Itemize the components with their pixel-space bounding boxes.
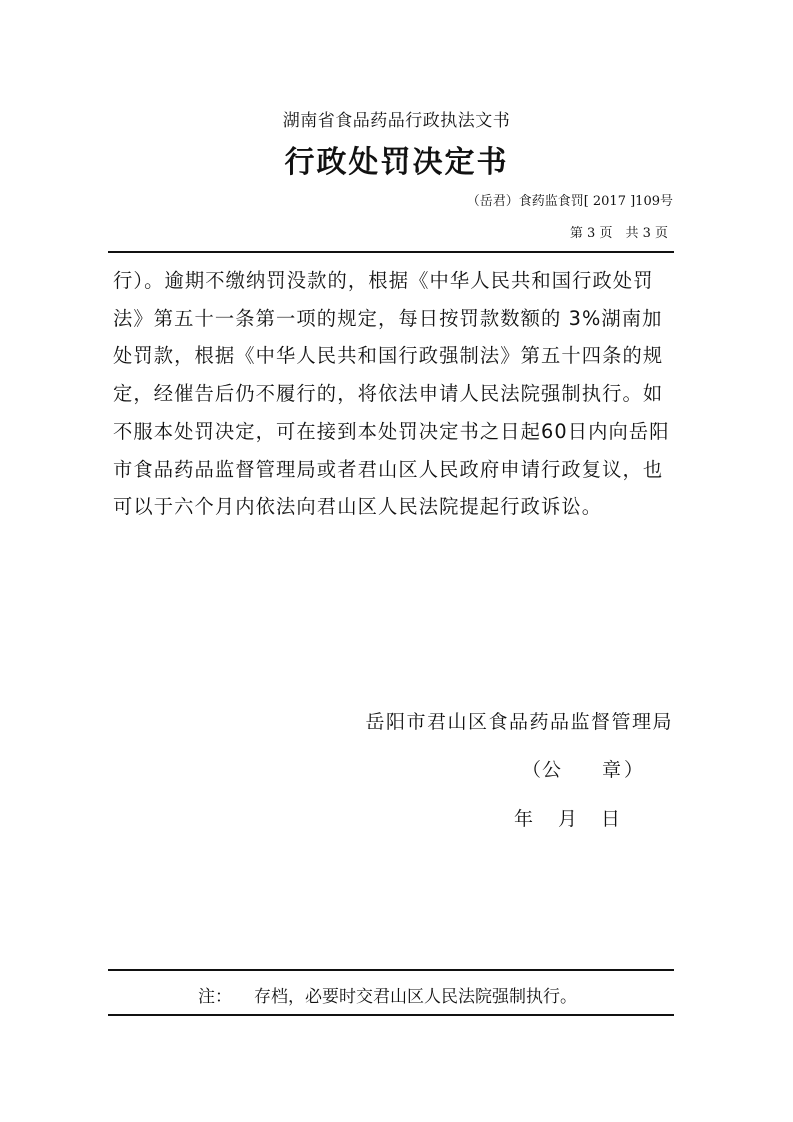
seal-char-gong: 公 — [542, 759, 562, 781]
date-day-label: 日 — [601, 808, 621, 830]
footer-note — [198, 982, 577, 1007]
date-month-label: 月 — [558, 808, 578, 830]
document-title: 行政处罚决定书 — [284, 145, 509, 180]
seal-char-zhang: 章 — [602, 759, 622, 781]
note-text: 存档，必要时交君山区人民法院强制执行。 — [254, 987, 577, 1007]
document-number: （岳君）食药监食罚[ 2017 ]109号 — [466, 194, 673, 209]
decision-body-text: 行）。逾期不缴纳罚没款的，根据《中华人民共和国行政处罚法》第五十一条第一项的规定，每日按罚款数额的 3%湖南加处罚款，根据《中华人民共和国行政强制法》第五十四条的规定，经催告后仍不履行的，将依法申请人民法院强制执行。如不服本处罚决定，可在接到本处罚决定书之日起60日内向岳阳市食品药品监督管理局或者君山区人民政府申请行政复议，也可以于六个月内依法向君山区人民法院提起行政诉讼。 — [113, 269, 670, 519]
seal-close-paren: ） — [624, 759, 644, 781]
seal-open-paren: （ — [522, 759, 542, 781]
issuing-organization: 岳阳市君山区食品药品监督管理局 — [365, 711, 673, 733]
note-label: 注： — [198, 987, 232, 1007]
note-divider-top — [108, 969, 674, 971]
date-year-label: 年 — [514, 808, 534, 830]
document-subtitle: 湖南省食品药品行政执法文书 — [282, 111, 511, 131]
note-divider-bottom — [108, 1014, 674, 1016]
page-info: 第 3 页 共 3 页 — [569, 226, 668, 241]
header-divider — [108, 251, 674, 253]
